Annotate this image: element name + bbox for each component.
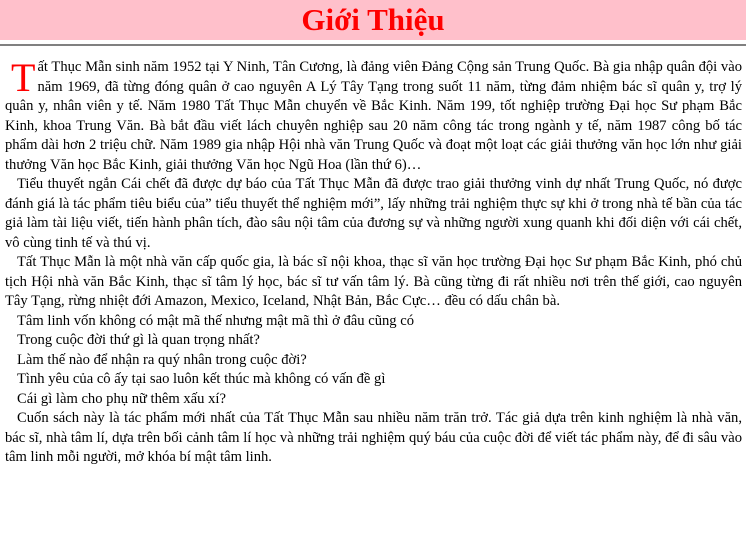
- title-divider: [0, 44, 746, 46]
- closing-paragraph: Cuốn sách này là tác phẩm mới nhất của Tất Thục Mẫn sau nhiều năm trăn trở. Tác giả dựa trên kinh nghiệm là nhà văn, bác sĩ, nhà tâm lí, dựa trên bối cảnh tâm lí học và những trải nghiệm quý báu của cuộc đời để viết tác phẩm này, để đi sâu vào tâm linh mỗi người, mở khóa bí mật tâm linh.: [5, 410, 742, 465]
- drop-cap: T: [11, 55, 36, 100]
- intro-paragraph: [5, 55, 742, 175]
- author-paragraph: Tất Thục Mẫn là một nhà văn cấp quốc gia, là bác sĩ nội khoa, thạc sĩ văn học trường Đại học Sư phạm Bắc Kinh, phó chủ tịch Hội nhà văn Bắc Kinh, thạc sĩ tâm lý học, bác sĩ tư vấn tâm lý. Bà cũng từng đi rất nhiều nơi trên thế giới, cao nguyên Tây Tạng, rừng nhiệt đới Amazon, Mexico, Iceland, Nhật Bản, Bắc Cực… đều có dấu chân bà.: [5, 254, 742, 309]
- question-line: Cái gì làm cho phụ nữ thêm xấu xí?: [17, 390, 226, 407]
- question-line: Làm thế nào để nhận ra quý nhân trong cuộc đời?: [17, 351, 307, 368]
- intro-paragraph-text: ất Thục Mẫn sinh năm 1952 tại Y Ninh, Tân Cương, là đảng viên Đảng Cộng sản Trung Quốc. Bà gia nhập quân đội vào năm 1969, đã từng đóng quân ở cao nguyên A Lý Tây Tạng trong suốt 11 năm, từng đảm nhiệm bác sĩ quân y, trợ lý quân y, nhân viên y tế. Năm 1980 Tất Thục Mẫn chuyển về Bắc Kinh. Năm 199, tốt nghiệp trường Đại học Sư phạm Bắc Kinh, khoa Trung Văn. Bà bắt đầu viết lách chuyên nghiệp sau 20 năm công tác trong ngành y tế, năm 1987 công bố tác phẩm dài hơn 2 triệu chữ. Năm 1989 gia nhập Hội nhà văn Trung Quốc và đoạt một loạt các giải thưởng văn học lớn như giải thưởng Văn học Bắc Kinh, giải thưởng Văn học Ngũ Hoa (lần thứ 6)…: [5, 59, 742, 173]
- award-paragraph: Tiểu thuyết ngắn Cái chết đã được dự báo của Tất Thục Mẫn đã được trao giải thưởng vinh dự nhất Trung Quốc, nó được đánh giá là tác phẩm tiêu biểu của” tiểu thuyết thể nghiệm mới”, lấy những trải nghiệm thực sự khi ở trong nhà tế bần của tác giả làm tài liệu viết, tiến hành phân tích, đào sâu nội tâm của đương sự và những người xung quanh khi đối diện với cái chết, vô cùng tinh tế và thú vị.: [5, 176, 742, 251]
- question-line: Trong cuộc đời thứ gì là quan trọng nhất?: [17, 332, 260, 348]
- title-banner: [0, 0, 746, 40]
- question-line: Tâm linh vốn không có mật mã thế nhưng mật mã thì ở đâu cũng có: [17, 312, 415, 329]
- article-body: [5, 55, 742, 468]
- page-title: Giới Thiệu: [301, 2, 445, 37]
- question-line: Tình yêu của cô ấy tại sao luôn kết thúc mà không có vấn đề gì: [17, 371, 386, 387]
